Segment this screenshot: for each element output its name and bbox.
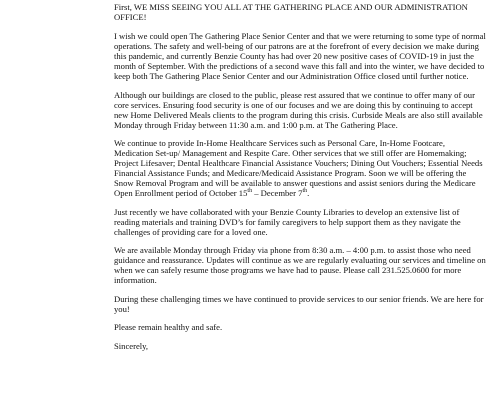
- superscript-th-1: th: [247, 188, 253, 195]
- letter-body: [114, 2, 486, 359]
- superscript-th-2: th: [302, 188, 308, 195]
- services-text-mid: – December 7: [252, 188, 303, 198]
- letter-closing: Sincerely,: [114, 340, 149, 351]
- paragraph-phone-availability: We are available Monday through Friday via phone from 8:30 a.m. – 4:00 p.m. to assist those who need guidance and reassurance. Updates will continue as we are regularly evaluating our services and timeline on when we can safely resume those programs we have had to pause. Please call 231.525.0600 for more information.: [114, 245, 486, 285]
- services-text-main: We continue to provide In-Home Healthcare Services such as Personal Care, In-Home Footcare, Medication Set-up/ Management and Respite Care. Other services that we still offer are Homemaking; Project Lifesaver; Dental Healthcare Financial Assistance Vouchers; Dining Out Vouchers; Essential Needs Financial Assistance Funds; and Medicare/Medicaid Assistance Program. Soon we will be offering the Snow Removal Program and will be available to answer questions and assist seniors during the Medicare Open Enrollment period of October 15: [114, 138, 483, 198]
- paragraph-in-home-services: [114, 138, 486, 198]
- paragraph-closure-notice: I wish we could open The Gathering Place Senior Center and that we were returning to some type of normal operations. The safety and well-being of our patrons are at the forefront of every decision we make during this pandemic, and currently Benzie County has had over 20 new positive cases of COVID-19 in just the month of September. With the predictions of a second wave this fall and into the winter, we have decided to keep both The Gathering Place Senior Center and our Administration Office closed until further notice.: [114, 31, 486, 81]
- letter-heading: First, WE MISS SEEING YOU ALL AT THE GATHERING PLACE AND OUR ADMINISTRATION OFFICE!: [114, 2, 468, 22]
- paragraph-here-for-you: During these challenging times we have continued to provide services to our senior friends. We are here for you!: [114, 293, 484, 314]
- paragraph-remain-healthy: Please remain healthy and safe.: [114, 322, 223, 332]
- paragraph-libraries: Just recently we have collaborated with your Benzie County Libraries to develop an extensive list of reading materials and training DVD’s for family caregivers to help support them as they navigate the challenges of providing care for a loved one.: [114, 206, 461, 237]
- services-text-end: .: [307, 188, 310, 198]
- paragraph-core-services: Although our buildings are closed to the public, please rest assured that we continue to offer many of our core services. Ensuring food security is one of our focuses and we are doing this by continuing to accept new Home Delivered Meals clients to the program during this crisis. Curbside Meals are also still available Monday through Friday between 11:30 a.m. and 1:00 p.m. at The Gathering Place.: [114, 89, 483, 130]
